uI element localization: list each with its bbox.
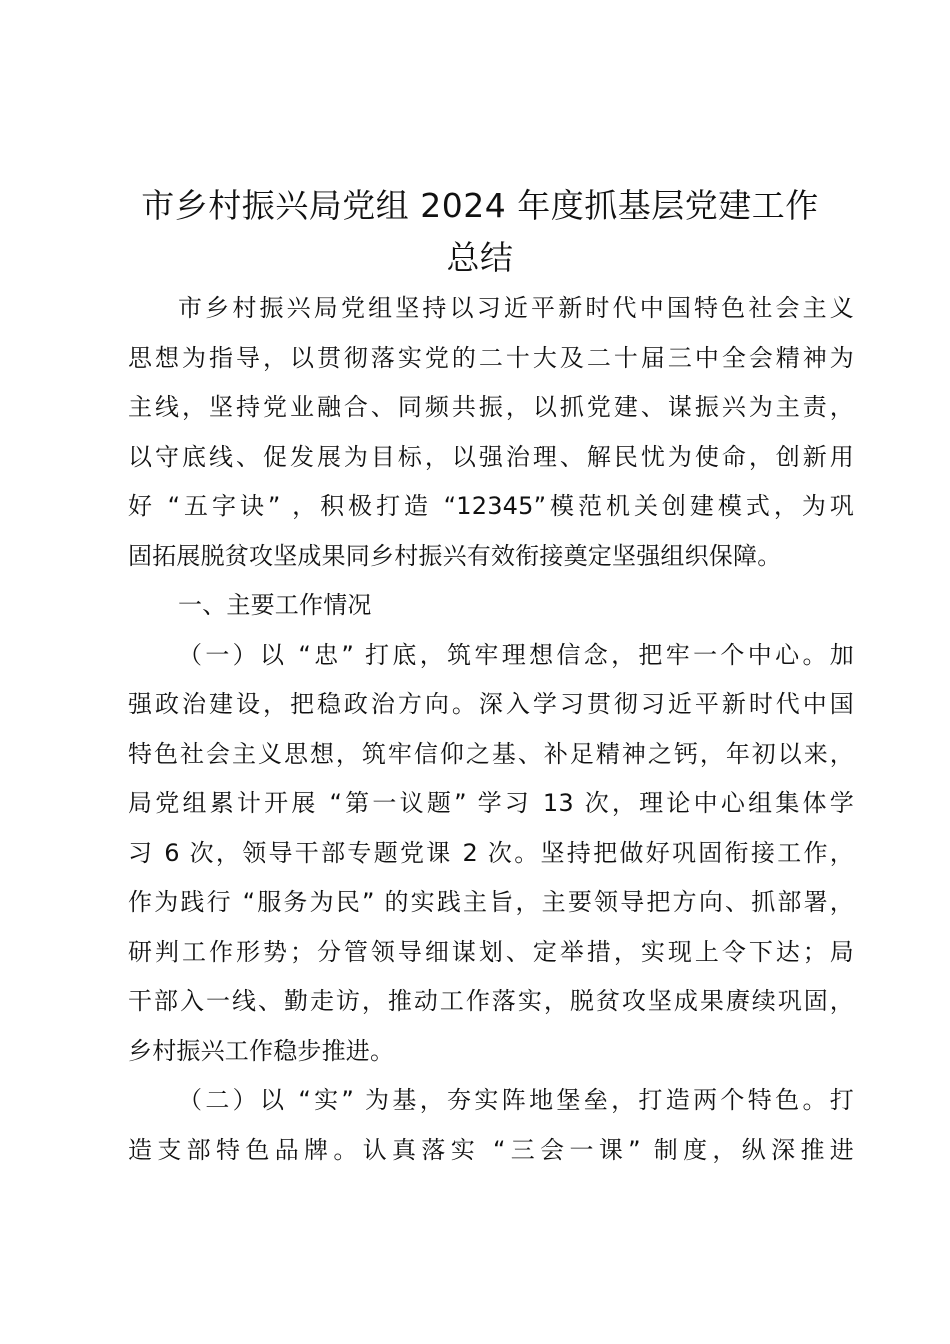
paragraph-line: 作为践行 “服务为民” 的实践主旨，主要领导把方向、抓部署， bbox=[128, 888, 854, 916]
paragraph-line: 局党组累计开展 “第一议题” 学习 13 次，理论中心组集体学 bbox=[128, 789, 854, 817]
paragraph-line: （一）以 “忠” 打底，筑牢理想信念，把牢一个中心。加 bbox=[178, 640, 854, 669]
paragraph-line: 特色社会主义思想，筑牢信仰之基、补足精神之钙，年初以来， bbox=[128, 739, 854, 768]
paragraph-line: 研判工作形势；分管领导细谋划、定举措，实现上令下达；局 bbox=[128, 937, 854, 966]
paragraph-line: （二）以 “实” 为基，夯实阵地堡垒，打造两个特色。打 bbox=[178, 1086, 854, 1114]
paragraph-line: 以守底线、促发展为目标，以强治理、解民忧为使命，创新用 bbox=[128, 442, 854, 471]
section-heading bbox=[128, 581, 854, 631]
paragraph-item-1 bbox=[128, 631, 854, 1077]
paragraph-intro bbox=[128, 284, 854, 581]
paragraph-line: 主线，坚持党业融合、同频共振，以抓党建、谋振兴为主责， bbox=[128, 393, 854, 421]
section-heading-text: 一、主要工作情况 bbox=[178, 591, 372, 619]
title-line-1: 市乡村振兴局党组 2024 年度抓基层党建工作 bbox=[141, 186, 819, 225]
paragraph-line: 造支部特色品牌。认真落实 “三会一课” 制度，纵深推进 bbox=[128, 1135, 854, 1164]
paragraph-item-2 bbox=[128, 1076, 854, 1175]
paragraph-line: 干部入一线、勤走访，推动工作落实，脱贫攻坚成果赓续巩固， bbox=[128, 987, 854, 1015]
paragraph-line: 强政治建设，把稳政治方向。深入学习贯彻习近平新时代中国 bbox=[128, 690, 854, 718]
title-line-2: 总结 bbox=[446, 238, 514, 277]
document-title bbox=[110, 180, 850, 284]
paragraph-line: 习 6 次，领导干部专题党课 2 次。坚持把做好巩固衔接工作， bbox=[128, 838, 854, 867]
paragraph-line: 思想为指导，以贯彻落实党的二十大及二十届三中全会精神为 bbox=[128, 343, 854, 372]
paragraph-line: 市乡村振兴局党组坚持以习近平新时代中国特色社会主义 bbox=[178, 294, 854, 322]
paragraph-line: 好 “五字诀” ，积极打造 “12345”模范机关创建模式，为巩 bbox=[128, 492, 854, 520]
paragraph-line: 乡村振兴工作稳步推进。 bbox=[128, 1036, 395, 1065]
paragraph-line: 固拓展脱贫攻坚成果同乡村振兴有效衔接奠定坚强组织保障。 bbox=[128, 541, 782, 570]
document-body bbox=[128, 284, 854, 1175]
